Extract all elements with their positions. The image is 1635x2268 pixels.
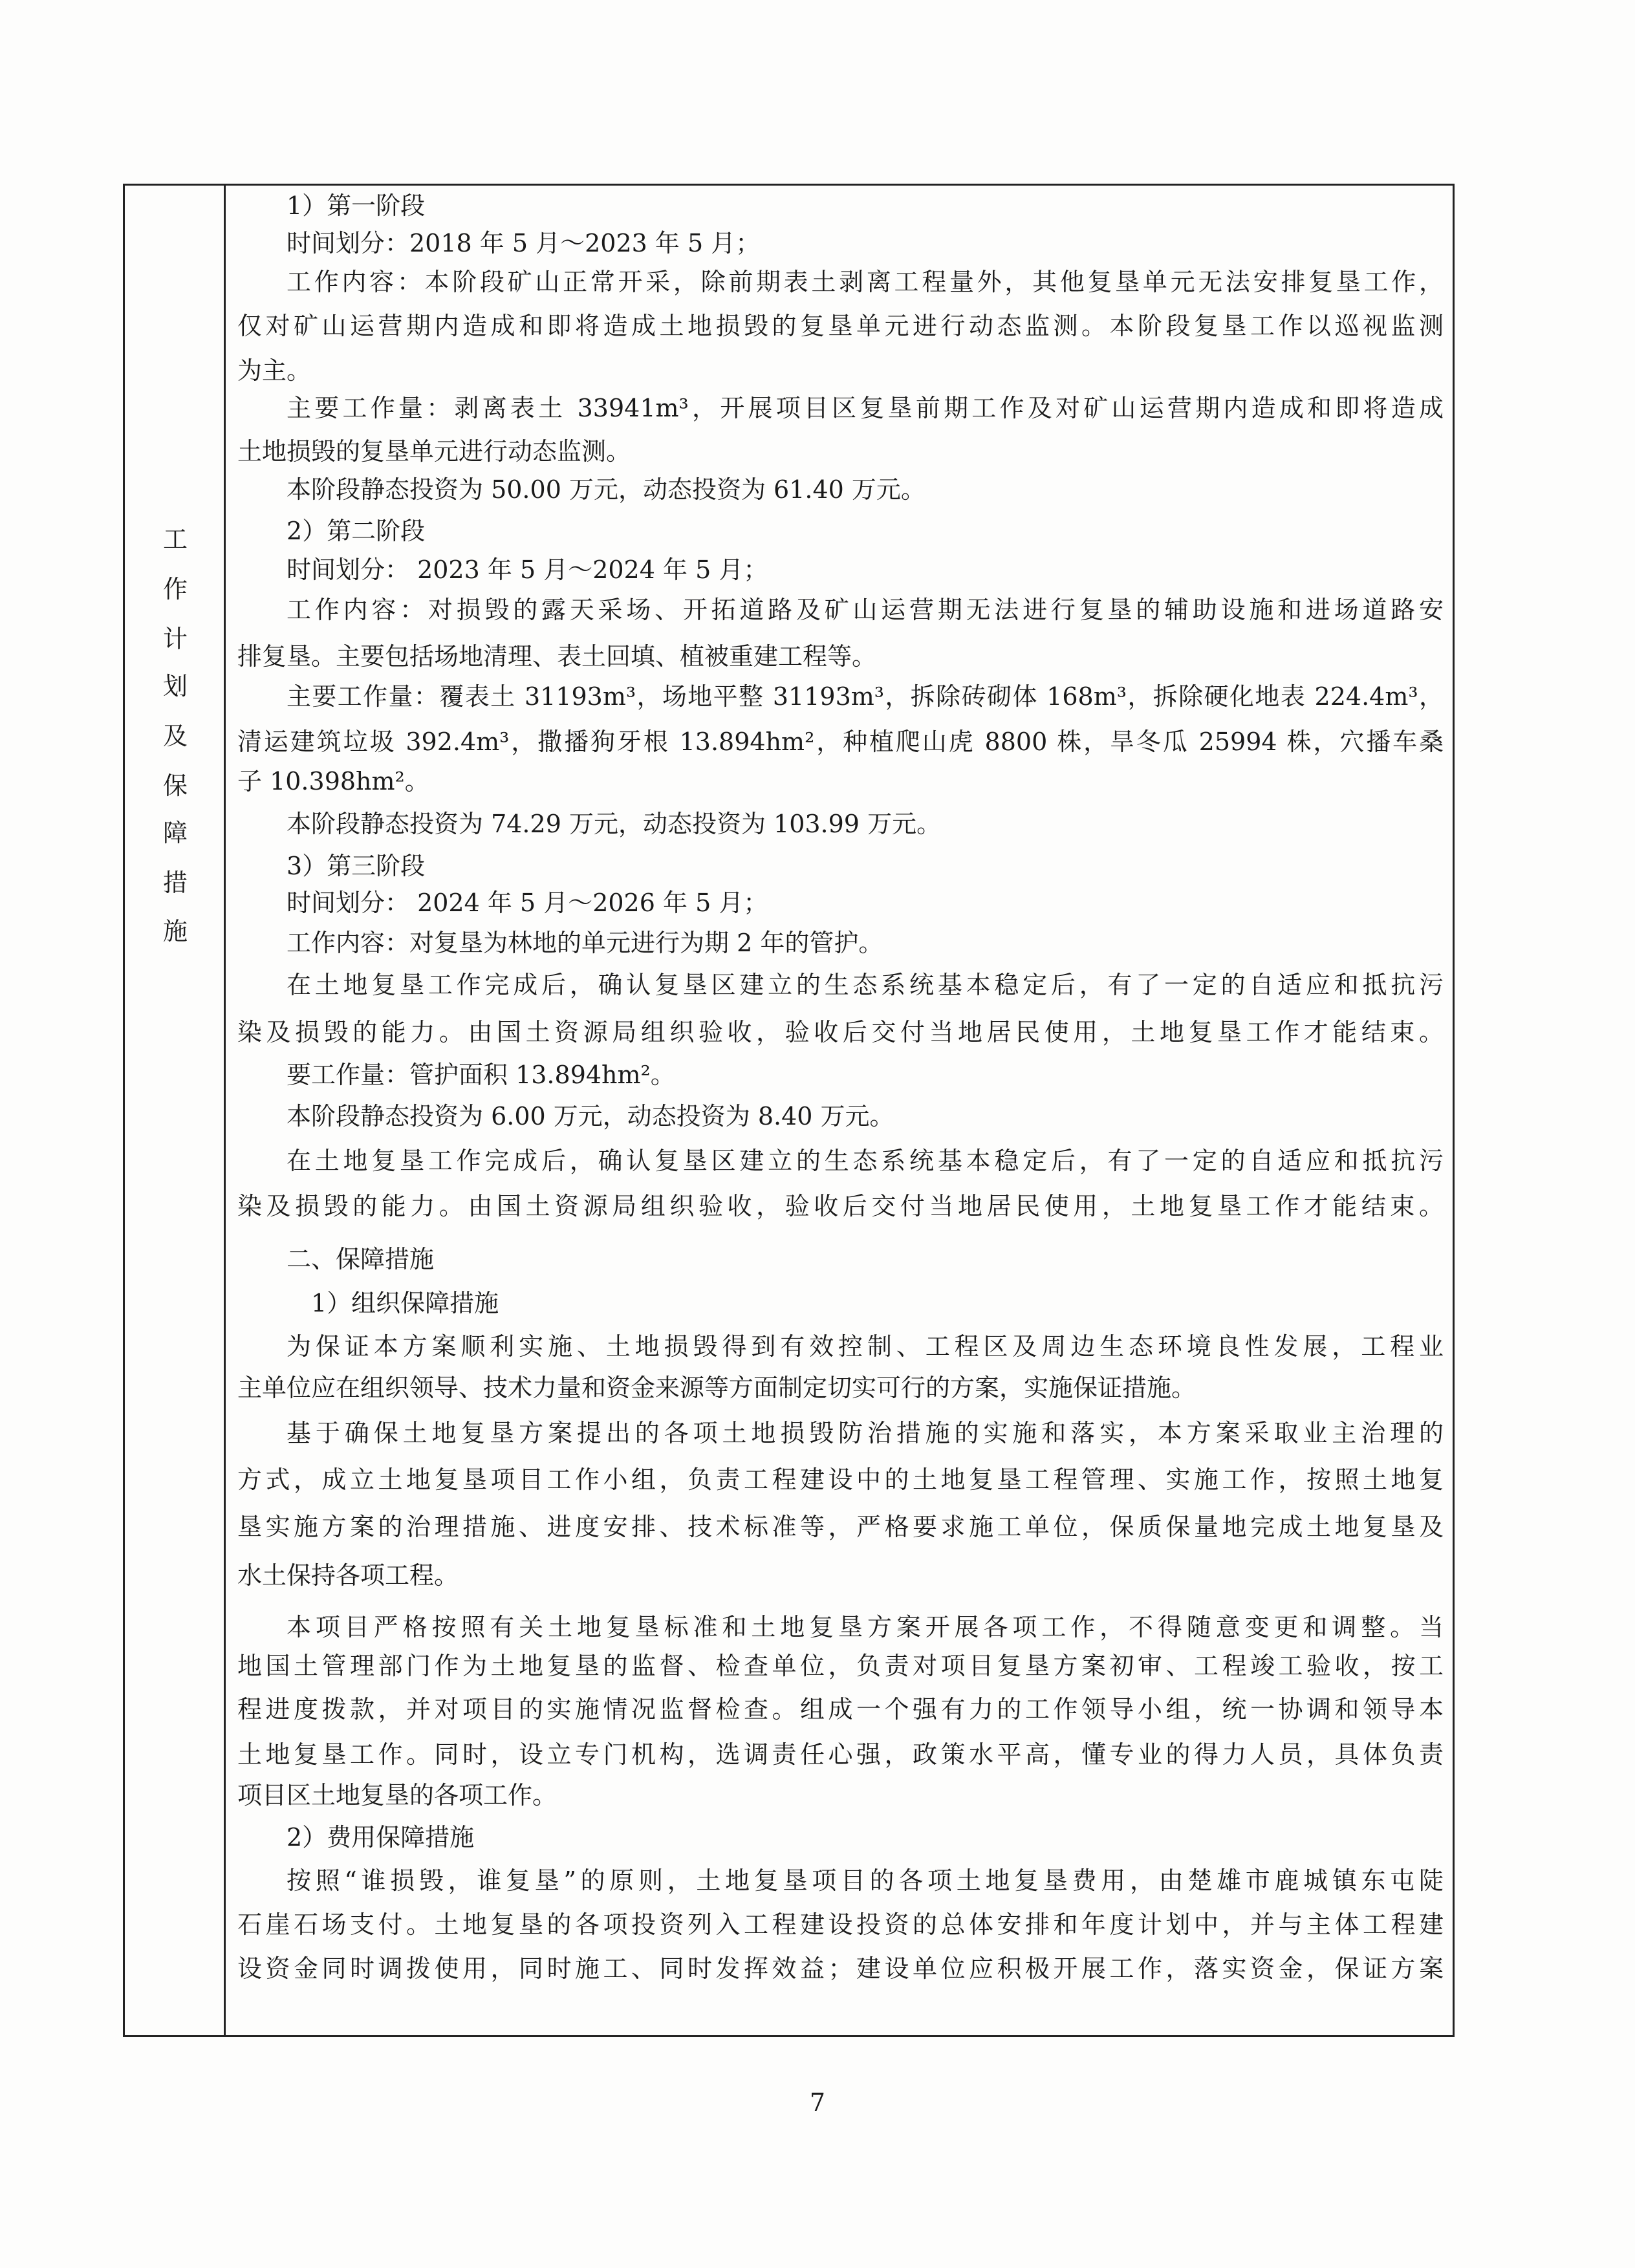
page-number: 7 (809, 2088, 826, 2117)
text-line: 水土保持各项工程。 (237, 1561, 459, 1590)
text-line: 基于确保土地复垦方案提出的各项土地损毁防治措施的实施和落实，本方案采取业主治理的 (287, 1419, 1444, 1447)
text-line: 地国土管理部门作为土地复垦的监督、检查单位，负责对项目复垦方案初审、工程竣工验收，按工 (237, 1652, 1444, 1680)
content-cell (226, 186, 1453, 2035)
text-line: 染及损毁的能力。由国土资源局组织验收，验收后交付当地居民使用，土地复垦工作才能结束。 (237, 1192, 1444, 1220)
row-label-char: 施 (162, 917, 188, 945)
text-line: 石崖石场支付。土地复垦的各项投资列入工程建设投资的总体安排和年度计划中，并与主体工程建 (237, 1910, 1444, 1939)
row-label-char: 计 (162, 625, 188, 653)
row-label-cell (125, 186, 226, 2035)
text-line: 时间划分： 2023 年 5 月～2024 年 5 月； (287, 556, 768, 584)
row-label-char: 划 (162, 672, 188, 700)
row-label-char: 保 (162, 772, 188, 800)
text-line: 项目区土地复垦的各项工作。 (237, 1781, 558, 1809)
text-line: 要工作量：管护面积 13.894hm²。 (287, 1061, 675, 1089)
row-label-char: 措 (162, 869, 188, 897)
text-line: 3）第三阶段 (287, 852, 426, 880)
text-line: 工作内容：对损毁的露天采场、开拓道路及矿山运营期无法进行复垦的辅助设施和进场道路安 (287, 596, 1444, 624)
text-line: 垦实施方案的治理措施、进度安排、技术标准等，严格要求施工单位，保质保量地完成土地复垦及 (237, 1513, 1444, 1541)
row-label-char: 工 (162, 525, 188, 554)
text-line: 时间划分： 2024 年 5 月～2026 年 5 月； (287, 889, 768, 917)
text-line: 本阶段静态投资为 50.00 万元，动态投资为 61.40 万元。 (287, 475, 926, 504)
text-line: 按照“谁损毁，谁复垦”的原则，土地复垦项目的各项土地复垦费用，由楚雄市鹿城镇东屯陡 (287, 1866, 1444, 1895)
text-line: 主单位应在组织领导、技术力量和资金来源等方面制定切实可行的方案，实施保证措施。 (237, 1374, 1196, 1402)
text-line: 土地损毁的复垦单元进行动态监测。 (237, 437, 631, 466)
text-line: 时间划分：2018 年 5 月～2023 年 5 月； (287, 229, 761, 257)
text-line: 为保证本方案顺利实施、土地损毁得到有效控制、工程区及周边生态环境良性发展，工程业 (287, 1332, 1444, 1361)
text-line: 主要工作量：覆表土 31193m³，场地平整 31193m³，拆除砖砌体 168m³，拆除硬化地表 224.4m³， (287, 682, 1444, 711)
text-line: 土地复垦工作。同时，设立专门机构，选调责任心强，政策水平高，懂专业的得力人员，具体负责 (237, 1740, 1444, 1769)
text-line: 2）第二阶段 (287, 517, 426, 545)
text-line: 本阶段静态投资为 74.29 万元，动态投资为 103.99 万元。 (287, 810, 942, 838)
content-table (123, 184, 1455, 2037)
row-label-char: 作 (162, 575, 188, 603)
text-line: 主要工作量：剥离表土 33941m³，开展项目区复垦前期工作及对矿山运营期内造成和即将造成 (287, 394, 1444, 422)
text-line: 1）第一阶段 (287, 191, 426, 220)
text-line: 2）费用保障措施 (287, 1823, 475, 1852)
text-line: 本项目严格按照有关土地复垦标准和土地复垦方案开展各项工作，不得随意变更和调整。当 (287, 1613, 1444, 1641)
text-line: 清运建筑垃圾 392.4m³，撒播狗牙根 13.894hm²，种植爬山虎 8800 株，旱冬瓜 25994 株，穴播车桑 (237, 728, 1444, 756)
text-line: 子 10.398hm²。 (237, 767, 429, 795)
text-line: 工作内容：对复垦为林地的单元进行为期 2 年的管护。 (287, 929, 883, 957)
text-line: 程进度拨款，并对项目的实施情况监督检查。组成一个强有力的工作领导小组，统一协调和领导本 (237, 1695, 1444, 1723)
text-line: 设资金同时调拨使用，同时施工、同时发挥效益；建设单位应积极开展工作，落实资金，保证方案 (237, 1954, 1444, 1983)
text-line: 为主。 (237, 356, 312, 385)
text-line: 在土地复垦工作完成后，确认复垦区建立的生态系统基本稳定后，有了一定的自适应和抵抗污 (287, 971, 1444, 999)
text-line: 仅对矿山运营期内造成和即将造成土地损毁的复垦单元进行动态监测。本阶段复垦工作以巡视监测 (237, 312, 1444, 340)
text-line: 本阶段静态投资为 6.00 万元，动态投资为 8.40 万元。 (287, 1102, 894, 1130)
row-label-char: 障 (162, 819, 188, 847)
text-line: 方式，成立土地复垦项目工作小组，负责工程建设中的土地复垦工程管理、实施工作，按照土地复 (237, 1465, 1444, 1494)
text-line: 1）组织保障措施 (311, 1289, 499, 1317)
row-label-char: 及 (162, 722, 188, 750)
text-line: 二、保障措施 (287, 1245, 435, 1273)
text-line: 在土地复垦工作完成后，确认复垦区建立的生态系统基本稳定后，有了一定的自适应和抵抗污 (287, 1147, 1444, 1175)
text-line: 染及损毁的能力。由国土资源局组织验收，验收后交付当地居民使用，土地复垦工作才能结束。 (237, 1018, 1444, 1046)
text-line: 排复垦。主要包括场地清理、表土回填、植被重建工程等。 (237, 642, 877, 671)
text-line: 工作内容：本阶段矿山正常开采，除前期表土剥离工程量外，其他复垦单元无法安排复垦工作， (287, 268, 1444, 296)
